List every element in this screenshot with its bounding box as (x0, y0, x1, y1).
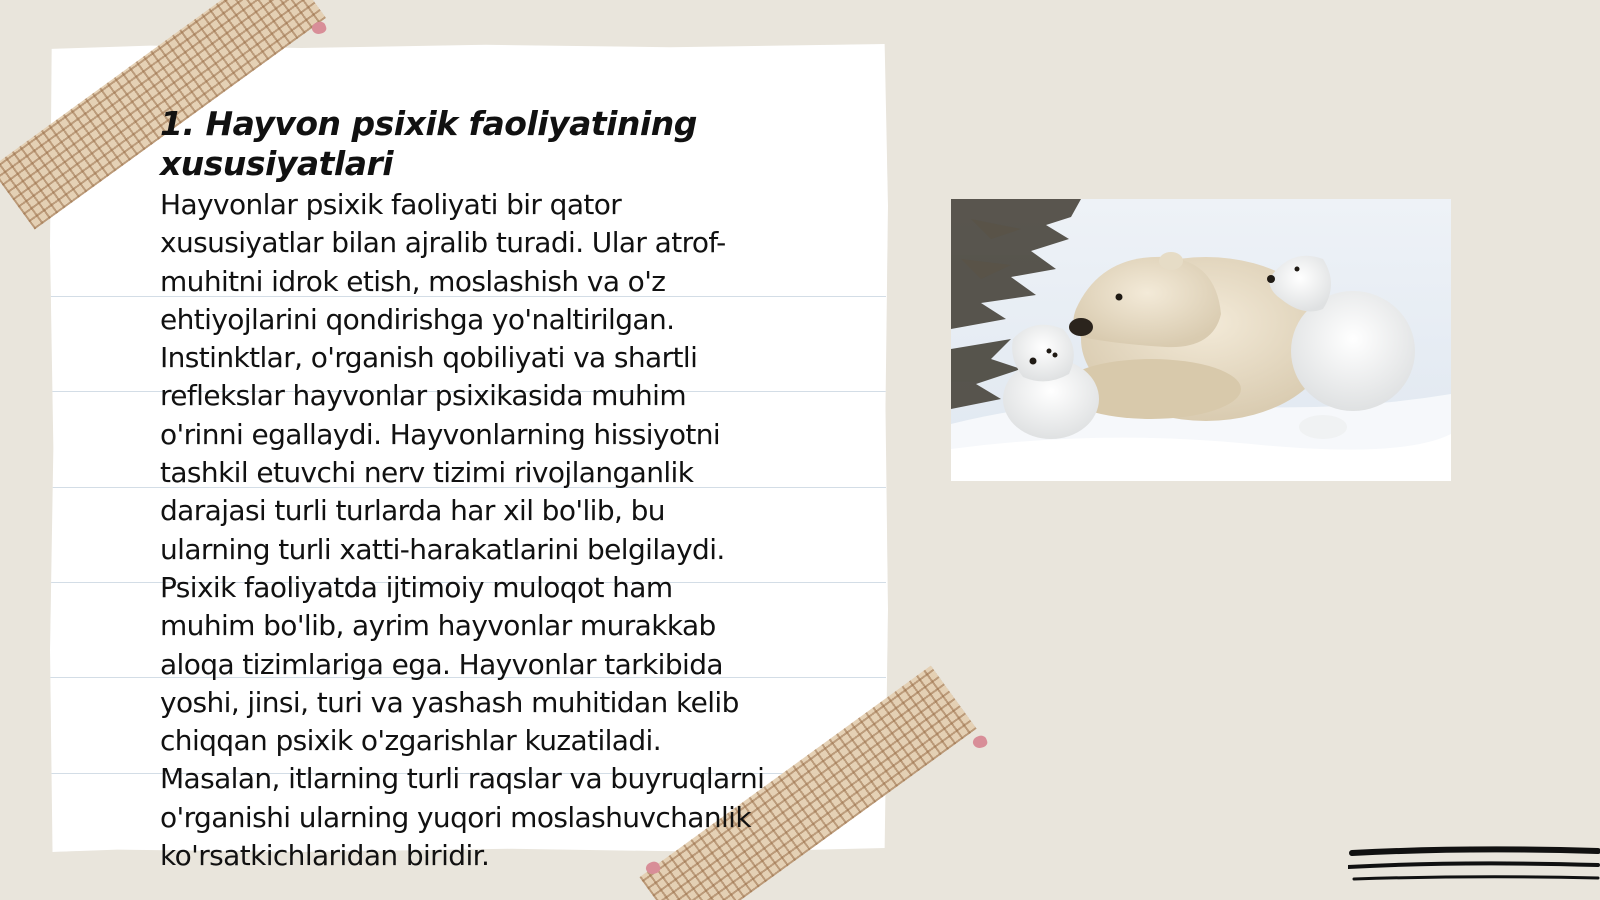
polar-bear-photo (951, 199, 1451, 481)
slide-title: 1. Hayvon psixik faoliyatining xususiyatlari (160, 104, 697, 183)
brush-strokes-decoration (1348, 845, 1600, 895)
tape-tip (971, 734, 988, 750)
slide-body-text: Hayvonlar psixik faoliyati bir qator xususiyatlar bilan ajralib turadi. Ular atrof- muhitni idrok etish, moslashish va o'z ehtiyojlarini qondirishga yo'naltirilgan. Instinktlar, o'rganish qobiliyati va shartli reflekslar hayvonlar psixikasida muhim o'rinni egallaydi. Hayvonlarning hissiyotni tashkil etuvchi nerv tizimi rivojlanganlik darajasi turli turlarda har xil bo'lib, bu ularning turli xatti-harakatlarini belgilaydi. Psixik faoliyatda ijtimoiy muloqot ham muhim bo'lib, ayrim hayvonlar murakkab aloqa tizimlariga ega. Hayvonlar tarkibida yoshi, jinsi, turi va yashash muhitidan kelib chiqqan psixik o'zgarishlar kuzatiladi. Masalan, itlarning turli raqslar va buyruqlarni o'rganishi ularning yuqori moslashuvchanlik ko'rsatkichlaridan biridir. (160, 188, 765, 873)
polar-bear-illustration (951, 199, 1451, 481)
